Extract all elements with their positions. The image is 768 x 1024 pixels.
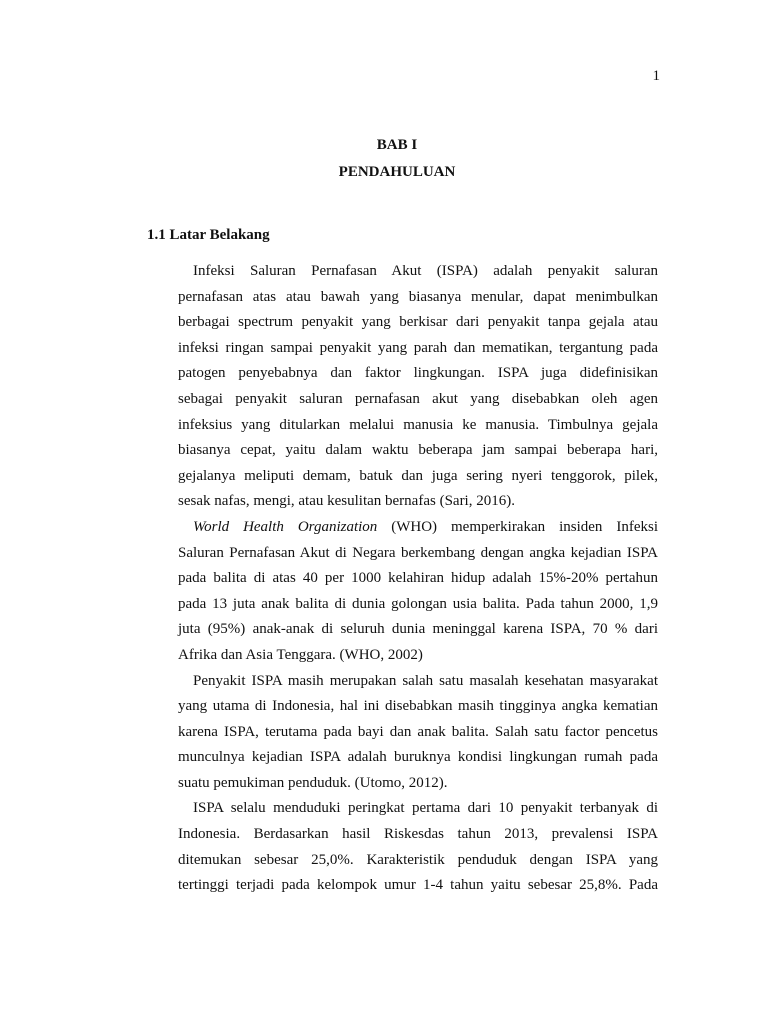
text-line	[175, 515, 658, 541]
text-line: sebagai penyakit saluran pernafasan akut yang disebabkan oleh agen	[178, 390, 658, 407]
paragraph-4	[175, 796, 658, 898]
section-heading: 1.1 Latar Belakang	[147, 227, 270, 243]
chapter-title: PENDAHULUAN	[338, 164, 456, 180]
text-fragment: (WHO) memperkirakan insiden Infeksi	[377, 518, 658, 535]
text-line: pada balita di atas 40 per 1000 kelahiran hidup adalah 15%-20% pertahun	[178, 570, 658, 587]
text-line: ISPA selalu menduduki peringkat pertama dari 10 penyakit terbanyak di	[193, 800, 658, 817]
text-line: Penyakit ISPA masih merupakan salah satu masalah kesehatan masyarakat	[193, 672, 658, 689]
text-line: suatu pemukiman penduduk. (Utomo, 2012).	[178, 774, 448, 791]
text-line: Indonesia. Berdasarkan hasil Riskesdas tahun 2013, prevalensi ISPA	[178, 826, 658, 843]
text-line: juta (95%) anak-anak di seluruh dunia meninggal karena ISPA, 70 % dari	[178, 621, 658, 638]
text-line: Infeksi Saluran Pernafasan Akut (ISPA) adalah penyakit saluran	[193, 263, 658, 279]
text-line: pernafasan atas atau bawah yang biasanya menular, dapat menimbulkan	[178, 288, 658, 305]
text-line: karena ISPA, terutama pada bayi dan anak balita. Salah satu factor pencetus	[178, 723, 658, 740]
text-line: munculnya kejadian ISPA adalah buruknya kondisi lingkungan rumah pada	[178, 749, 658, 766]
paragraph-3	[175, 669, 658, 797]
text-line: berbagai spectrum penyakit yang berkisar dari penyakit tanpa gejala atau	[178, 314, 658, 331]
chapter-label: BAB I	[376, 137, 418, 153]
body-text	[175, 259, 658, 899]
text-line: ditemukan sebesar 25,0%. Karakteristik penduduk dengan ISPA yang	[178, 851, 658, 868]
text-line: patogen penyebabnya dan faktor lingkungan. ISPA juga didefinisikan	[178, 365, 658, 382]
text-line: Saluran Pernafasan Akut di Negara berkembang dengan angka kejadian ISPA	[178, 544, 658, 561]
text-line: pada 13 juta anak balita di dunia golongan usia balita. Pada tahun 2000, 1,9	[178, 595, 658, 612]
text-line: yang utama di Indonesia, hal ini disebabkan masih tingginya angka kematian	[178, 698, 658, 715]
italic-term: World Health Organization	[193, 518, 378, 535]
text-line: Afrika dan Asia Tenggara. (WHO, 2002)	[178, 646, 423, 663]
text-line: infeksius yang ditularkan melalui manusia ke manusia. Timbulnya gejala	[178, 416, 658, 433]
text-line: infeksi ringan sampai penyakit yang parah dan mematikan, tergantung pada	[178, 339, 658, 356]
text-line: gejalanya meliputi demam, batuk dan juga sering nyeri tenggorok, pilek,	[178, 467, 658, 484]
text-line: tertinggi terjadi pada kelompok umur 1-4 tahun yaitu sebesar 25,8%. Pada	[178, 877, 658, 894]
text-line: biasanya cepat, yaitu dalam waktu beberapa jam sampai beberapa hari,	[178, 442, 658, 459]
text-line: sesak nafas, mengi, atau kesulitan bernafas (Sari, 2016).	[178, 493, 515, 510]
paragraph-1	[175, 259, 658, 515]
paragraph-2	[175, 515, 658, 669]
page-number: 1	[652, 68, 660, 84]
